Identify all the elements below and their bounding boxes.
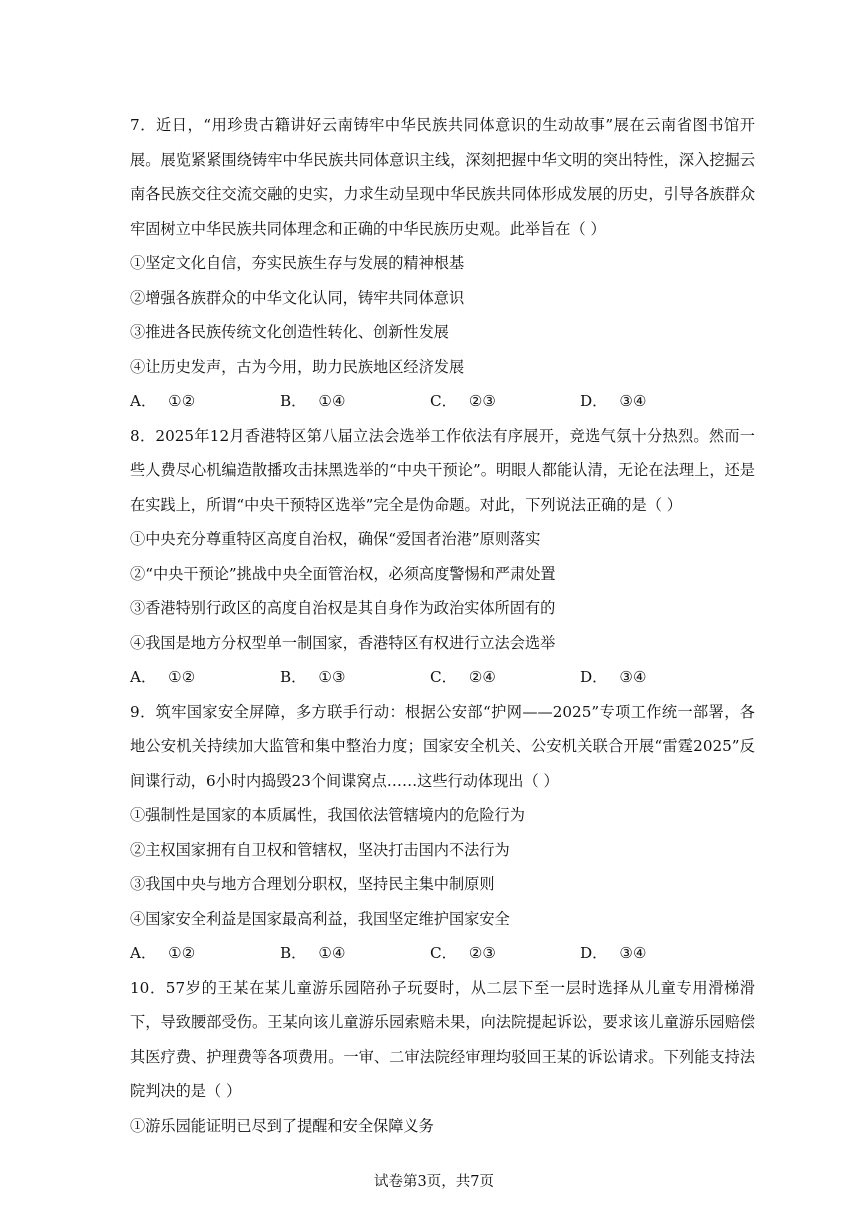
exam-content — [130, 108, 755, 1143]
question-10 — [130, 971, 755, 1144]
choice-value: ③④ — [619, 944, 647, 962]
statement-option: ④我国是地方分权型单一制国家，香港特区有权进行立法会选举 — [130, 633, 556, 652]
statement-option: ③推进各民族传统文化创造性转化、创新性发展 — [130, 323, 449, 341]
choice-c — [430, 936, 580, 971]
question-stem: 7．近日，“用珍贵古籍讲好云南铸牢中华民族共同体意识的生动故事”展在云南省图书馆开展。展览紧紧围绕铸牢中华民族共同体意识主线，深刻把握中华文明的突出特性，深入挖掘云南各民族交往交流交融的史实，力求生动呈现中华民族共同体形成发展的历史，引导各族群众牢固树立中华民族共同体理念和正确的中华民族历史观。此举旨在（ ） — [130, 116, 755, 238]
choice-value: ①④ — [318, 392, 346, 410]
statement-option: ①中央充分尊重特区高度自治权，确保“爱国者治港”原则落实 — [130, 530, 541, 548]
choice-letter: A． — [130, 944, 157, 962]
choice-value: ①② — [168, 668, 196, 686]
choice-value: ②③ — [468, 392, 497, 410]
choice-a — [130, 384, 280, 419]
statement-option: ④国家安全利益是国家最高利益，我国坚定维护国家安全 — [130, 909, 510, 928]
statement-option: ③香港特别行政区的高度自治权是其自身作为政治实体所固有的 — [130, 599, 556, 617]
statement-option: ①游乐园能证明已尽到了提醒和安全保障义务 — [130, 1116, 434, 1135]
choice-letter: D． — [580, 944, 608, 962]
choice-a — [130, 936, 280, 971]
choice-value: ②④ — [468, 668, 497, 686]
choice-d — [580, 936, 730, 971]
choice-a — [130, 660, 280, 695]
choice-letter: B． — [280, 392, 307, 410]
choice-value: ②③ — [468, 944, 497, 962]
choice-value: ①② — [168, 944, 196, 962]
choice-b — [280, 660, 430, 695]
choice-value: ①④ — [318, 944, 346, 962]
question-stem: 10．57岁的王某在某儿童游乐园陪孙子玩耍时，从二层下至一层时选择从儿童专用滑梯滑下，导致腰部受伤。王某向该儿童游乐园索赔未果，向法院提起诉讼，要求该儿童游乐园赔偿其医疗费、护理费等各项费用。一审、二审法院经审理均驳回王某的诉讼请求。下列能支持法院判决的是（ ） — [130, 978, 755, 1100]
statement-option: ③我国中央与地方合理划分职权，坚持民主集中制原则 — [130, 875, 495, 893]
question-8 — [130, 419, 755, 695]
choice-letter: A． — [130, 668, 157, 686]
choice-d — [580, 660, 730, 695]
choice-letter: C． — [430, 668, 457, 686]
answer-choices — [130, 936, 755, 971]
choice-value: ③④ — [619, 392, 647, 410]
choice-value: ①② — [168, 392, 196, 410]
statement-option: ④让历史发声，古为今用，助力民族地区经济发展 — [130, 357, 465, 376]
choice-c — [430, 384, 580, 419]
choice-letter: D． — [580, 392, 608, 410]
choice-letter: A． — [130, 392, 157, 410]
statement-option: ②主权国家拥有自卫权和管辖权，坚决打击国内不法行为 — [130, 840, 510, 859]
statement-option: ②增强各族群众的中华文化认同，铸牢共同体意识 — [130, 288, 465, 307]
choice-letter: B． — [280, 944, 307, 962]
choice-letter: C． — [430, 944, 457, 962]
answer-choices — [130, 660, 755, 695]
page-footer: 试卷第3页，共7页 — [374, 1174, 494, 1190]
question-9 — [130, 695, 755, 971]
question-7 — [130, 108, 755, 419]
question-stem: 9．筑牢国家安全屏障，多方联手行动：根据公安部“护网——2025”专项工作统一部署，各地公安机关持续加大监管和集中整治力度；国家安全机关、公安机关联合开展“雷霆2025”反间谍行动，6小时内捣毁23个间谍窝点……这些行动体现出（ ） — [130, 702, 755, 790]
choice-value: ③④ — [619, 668, 647, 686]
statement-option: ①坚定文化自信，夯实民族生存与发展的精神根基 — [130, 254, 465, 272]
choice-b — [280, 936, 430, 971]
answer-choices — [130, 384, 755, 419]
statement-option: ①强制性是国家的本质属性，我国依法管辖境内的危险行为 — [130, 806, 525, 824]
choice-d — [580, 384, 730, 419]
choice-letter: D． — [580, 668, 608, 686]
choice-b — [280, 384, 430, 419]
choice-letter: B． — [280, 668, 307, 686]
choice-letter: C． — [430, 392, 457, 410]
statement-option: ②“中央干预论”挑战中央全面管治权，必须高度警惕和严肃处置 — [130, 564, 556, 583]
choice-c — [430, 660, 580, 695]
question-stem: 8．2025年12月香港特区第八届立法会选举工作依法有序展开，竞选气氛十分热烈。然而一些人费尽心机编造散播攻击抹黑选举的“中央干预论”。明眼人都能认清，无论在法理上，还是在实践上，所谓“中央干预特区选举”完全是伪命题。对此，下列说法正确的是（ ） — [130, 426, 755, 514]
choice-value: ①③ — [318, 668, 346, 686]
